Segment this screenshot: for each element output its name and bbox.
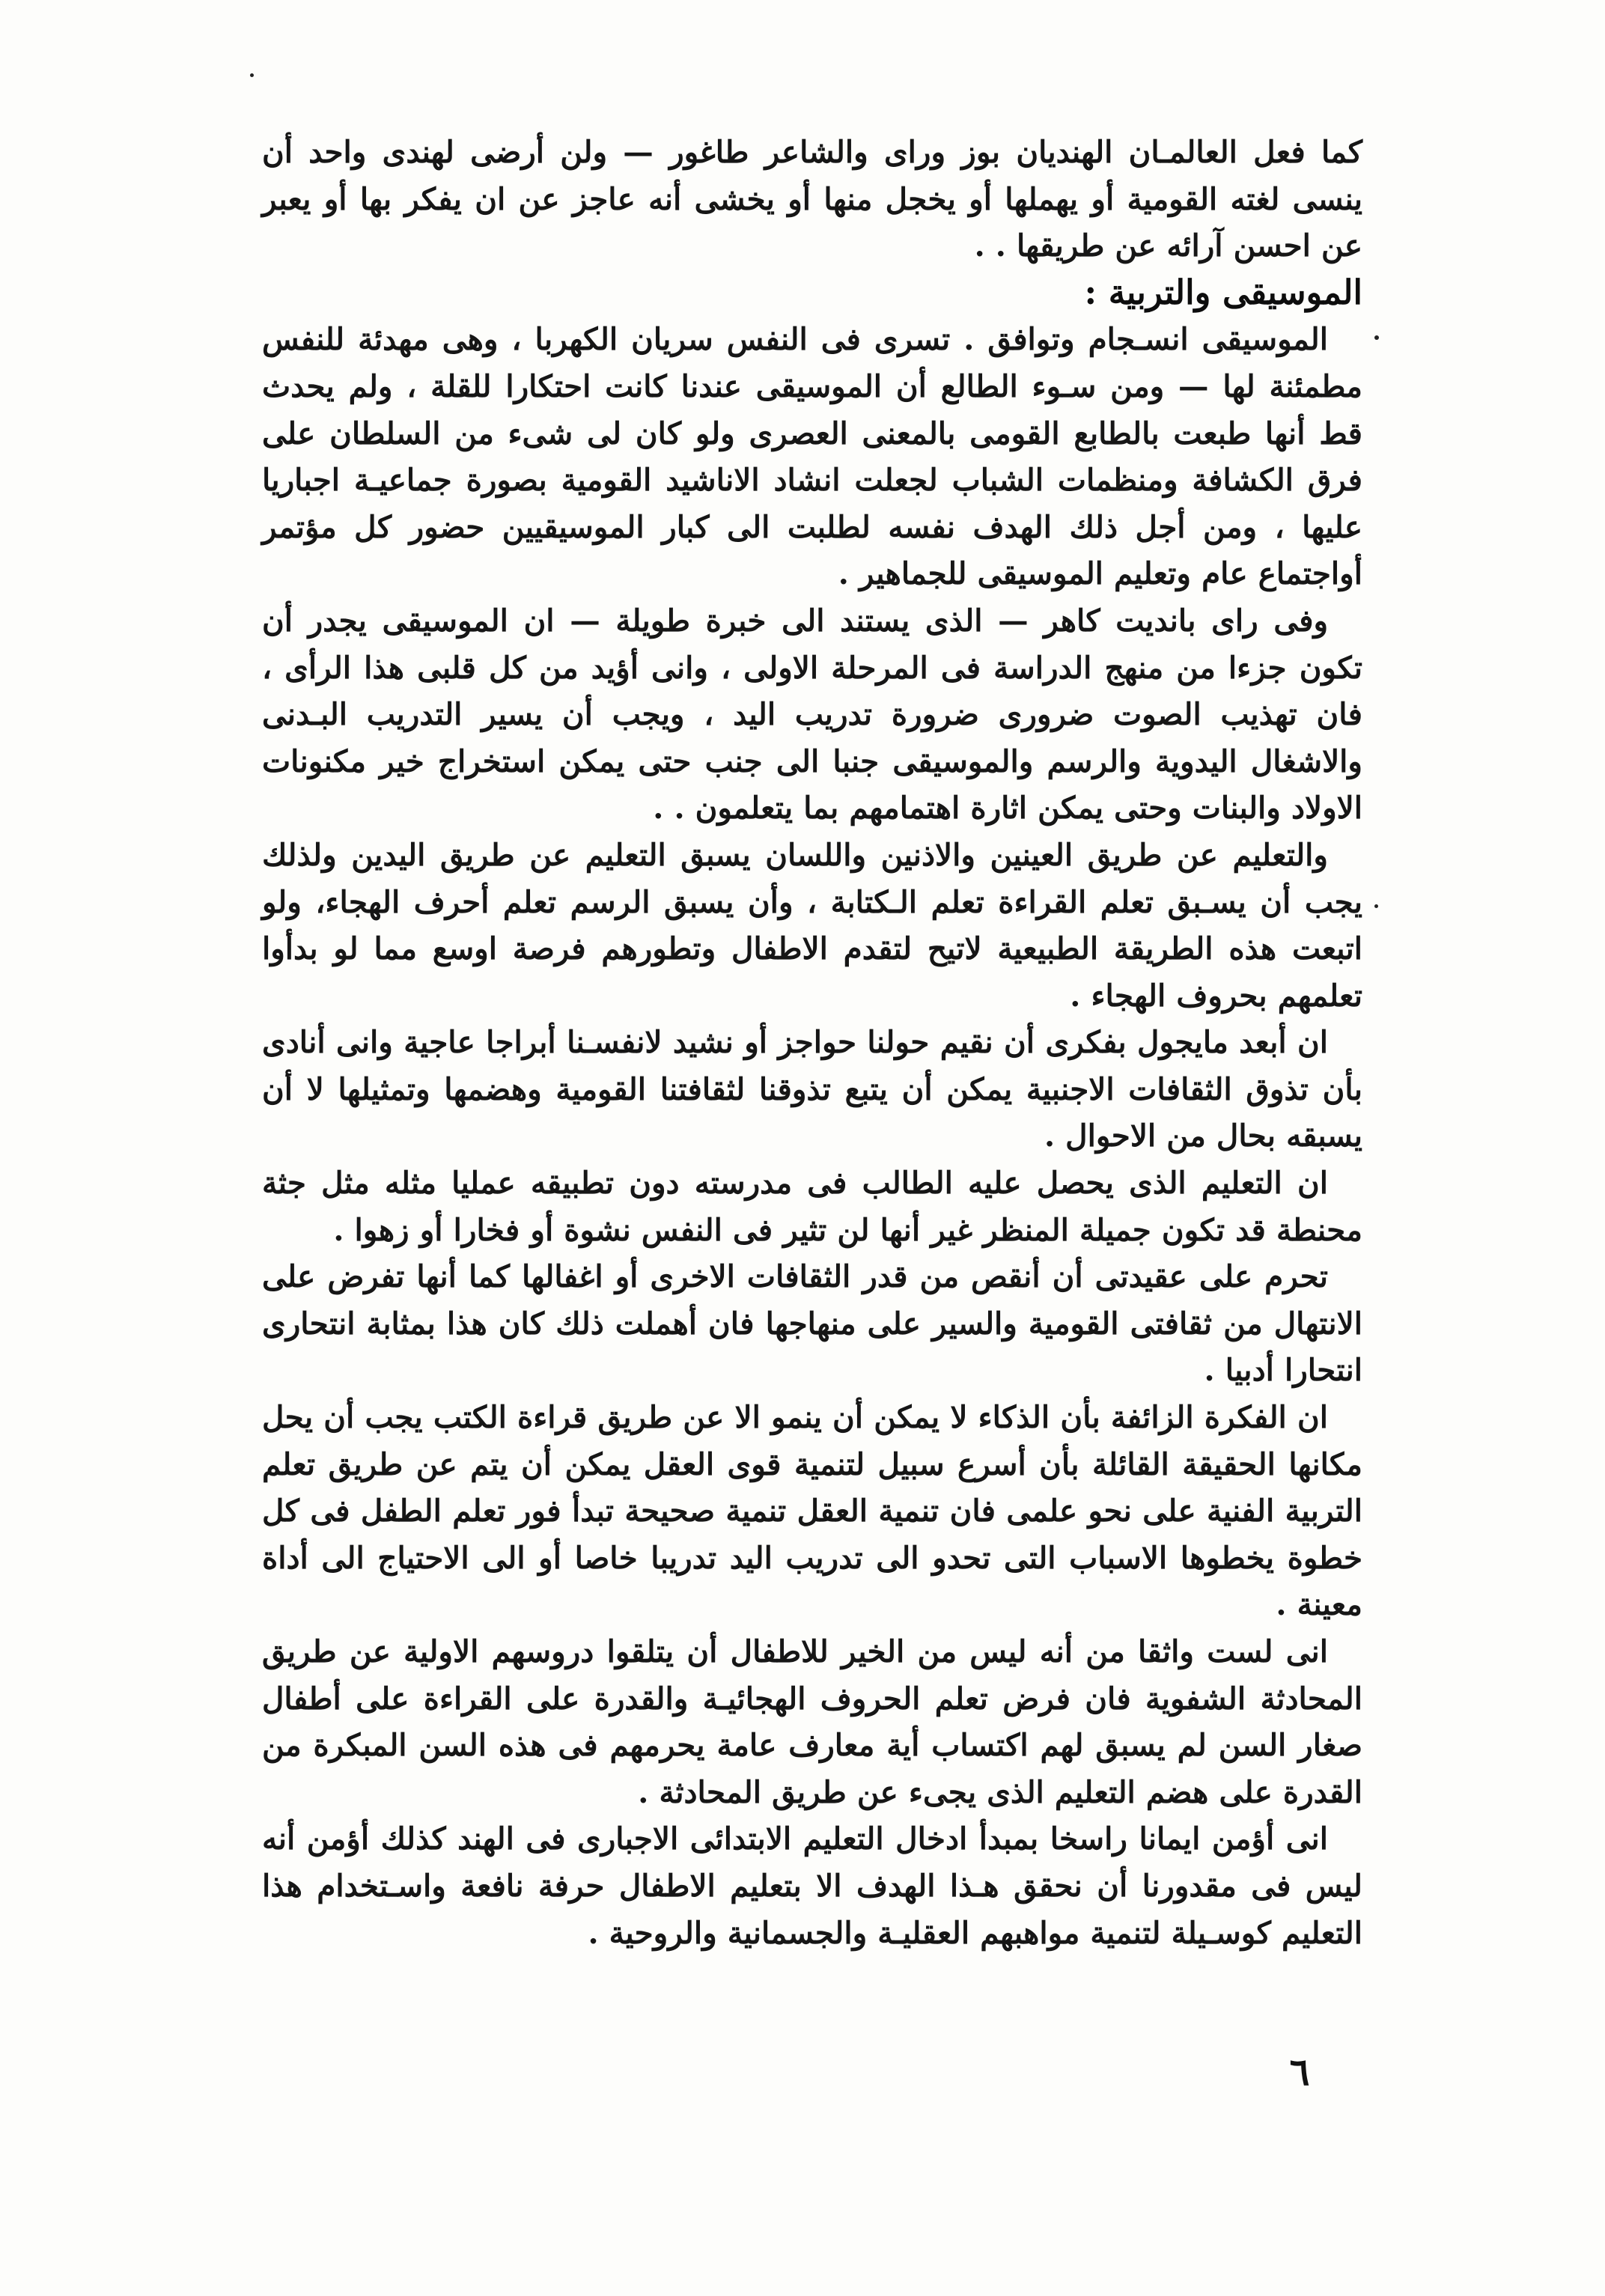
paragraph: انى لست واثقا من أنه ليس من الخير للاطفال أن يتلقوا دروسهم الاولية عن طريق المحادثة الشفوية فان فرض تعلم الحروف الهجائيـة والقدرة على القراءة على أطفال صغار السن لم يسبق لهم اكتساب أية معارف عامة يحرمهم فى هذه السن المبكرة من القدرة على هضم التعليم الذى يجىء عن طريق المحادثة . — [262, 1633, 1362, 1810]
paragraph: ان التعليم الذى يحصل عليه الطالب فى مدرسته دون تطبيقه عمليا مثله مثل جثة محنطة قد تكون جميلة المنظر غير أنها لن تثير فى النفس نشوة أو فخارا أو زهوا . — [262, 1165, 1362, 1248]
paragraph: الموسيقى انسـجام وتوافق . تسرى فى النفس سريان الكهربا ، وهى مهدئة للنفس مطمئنة لها — ومن سـوء الطالع أن الموسيقى عندنا كانت احتكارا للقلة ، ولم يحدث قط أنها طبعت بالطابع القومى بالمعنى العصرى ولو كان لى شىء من السلطان على فرق الكشافة ومنظمات الشباب لجعلت انشاد الاناشيد القومية بصورة جماعيـة اجباريا عليها ، ومن أجل ذلك الهدف نفسه لطلبت الى كبار الموسيقيين حضور كل مؤتمر أواجتماع عام وتعليم الموسيقى للجماهير . — [262, 321, 1362, 592]
scan-speck — [1374, 904, 1378, 908]
article-body — [262, 129, 1362, 1956]
paragraph-intro: كما فعل العالمـان الهنديان بوز وراى والشاعر طاغور — ولن أرضى لهندى واحد أن ينسى لغته القومية أو يهملها أو يخجل منها أو يخشى أنه عاجز عن ان يفكر بها أو يعبر عن احسن آرائه عن طريقها . . — [262, 134, 1362, 264]
paragraph: انى أؤمن ايمانا راسخا بمبدأ ادخال التعليم الابتدائى الاجبارى فى الهند كذلك أؤمن أنه ليس فى مقدورنا أن نحقق هـذا الهدف الا بتعليم الاطفال حرفة نافعة واسـتخدام هذا التعليم كوسـيلة لتنمية مواهبهم العقليـة والجسمانية والروحية . — [262, 1821, 1362, 1951]
paragraph: ان أبعد مايجول بفكرى أن نقيم حولنا حواجز أو نشيد لانفسـنا أبراجا عاجية وانى أنادى بأن تذوق الثقافات الاجنبية يمكن أن يتبع تذوقنا لثقافتنا القومية وهضمها وتمثيلها لا أن يسبقه بحال من الاحوال . — [262, 1024, 1362, 1154]
paragraph: والتعليم عن طريق العينين والاذنين واللسان يسبق التعليم عن طريق اليدين ولذلك يجب أن يسـبق تعلم القراءة تعلم الـكتابة ، وأن يسبق الرسم تعلم أحرف الهجاء، ولو اتبعت هذه الطريقة الطبيعية لاتيح لتقدم الاطفال وتطورهم فرصة اوسع مما لو بدأوا تعلمهم بحروف الهجاء . — [262, 836, 1362, 1014]
paragraph: ان الفكرة الزائفة بأن الذكاء لا يمكن أن ينمو الا عن طريق قراءة الكتب يجب أن يحل مكانها الحقيقة القائلة بأن أسرع سبيل لتنمية قوى العقل يمكن أن يتم عن طريق تعلم التربية الفنية على نحو علمى فان تنمية العقل تنمية صحيحة تبدأ فور تعلم الطفل فى كل خطوة يخطوها الاسباب التى تحدو الى تدريب اليد تدريبا خاصا أو الى الاحتياج الى أداة معينة . — [262, 1399, 1362, 1623]
scan-speck — [1374, 335, 1379, 340]
section-heading: الموسيقى والتربية : — [1084, 272, 1362, 312]
paragraph: وفى راى بانديت كاهر — الذى يستند الى خبرة طويلة — ان الموسيقى يجدر أن تكون جزءا من منهج الدراسة فى المرحلة الاولى ، وانى أؤيد من كل قلبى هذا الرأى ، فان تهذيب الصوت ضرورى ضرورة تدريب اليد ، ويجب أن يسير التدريب البـدنى والاشغال اليدوية والرسم والموسيقى جنبا الى جنب حتى يمكن استخراج خير مكنونات الاولاد والبنات وحتى يمكن اثارة اهتمامهم بما يتعلمون . . — [262, 602, 1362, 826]
paragraph: تحرم على عقيدتى أن أنقص من قدر الثقافات الاخرى أو اغفالها كما أنها تفرض على الانتهال من ثقافتى القومية والسير على منهاجها فان أهملت ذلك كان هذا بمثابة انتحارى انتحارا أدبيا . — [262, 1258, 1362, 1389]
scan-speck — [250, 73, 254, 77]
page-number: ٦ — [1289, 2050, 1310, 2094]
